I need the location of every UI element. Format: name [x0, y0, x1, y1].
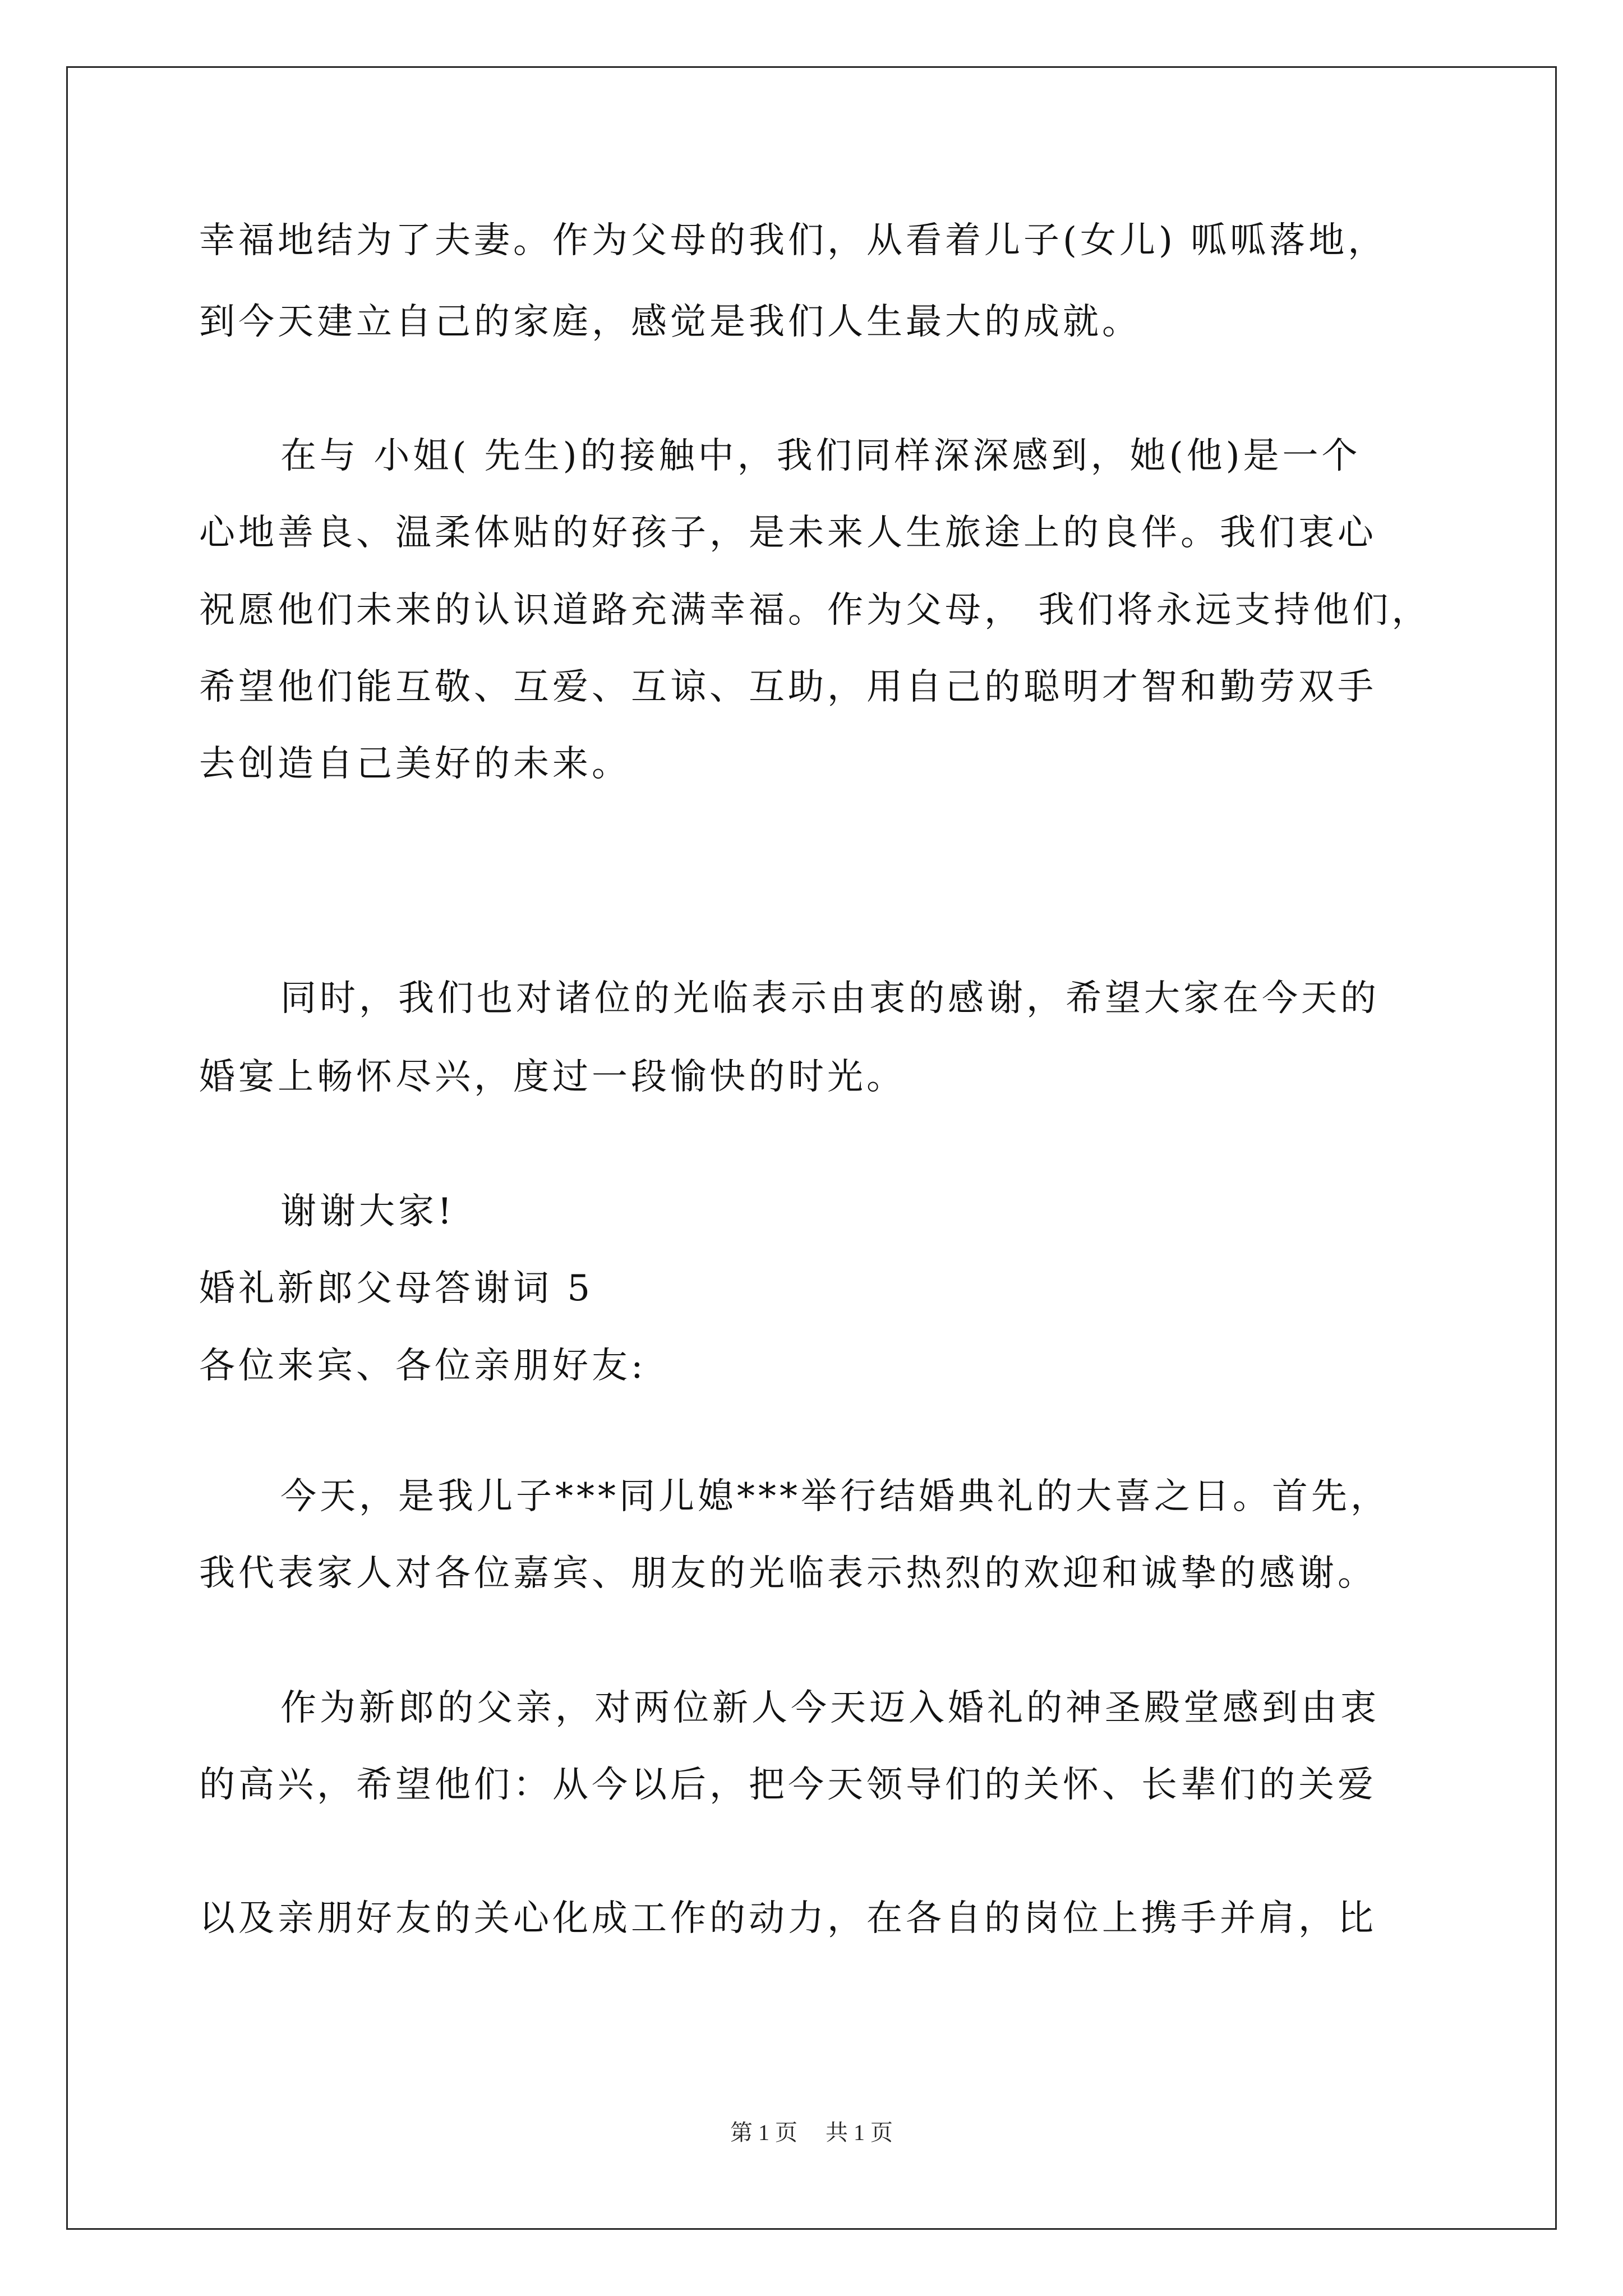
salutation-line: 各位来宾、各位亲朋好友:	[199, 1345, 647, 1387]
text-line: 心地善良、温柔体贴的好孩子，是未来人生旅途上的良伴。我们衷心	[199, 512, 1377, 554]
page-total: 共 1 页	[826, 2120, 893, 2145]
paragraph-start-line: 今天，是我儿子***同儿媳***举行结婚典礼的大喜之日。首先，	[280, 1476, 1390, 1517]
text-line: 我代表家人对各位嘉宾、朋友的光临表示热烈的欢迎和诚挚的感谢。	[199, 1553, 1377, 1594]
closing-line: 谢谢大家!	[280, 1191, 455, 1232]
text-line: 去创造自己美好的未来。	[199, 743, 631, 785]
page-number: 第 1 页	[730, 2120, 797, 2145]
text-line: 幸福地结为了夫妻。作为父母的我们，从看着儿子(女儿) 呱呱落地，	[199, 220, 1387, 261]
text-line: 的高兴，希望他们：从今以后，把今天领导们的关怀、长辈们的关爱	[199, 1764, 1377, 1806]
paragraph-start-line: 作为新郎的父亲，对两位新人今天迈入婚礼的神圣殿堂感到由衷	[280, 1687, 1380, 1729]
text-line: 到今天建立自己的家庭，感觉是我们人生最大的成就。	[199, 301, 1141, 343]
paragraph-start-line: 同时，我们也对诸位的光临表示由衷的感谢，希望大家在今天的	[280, 978, 1380, 1019]
paragraph-start-line: 在与 小姐( 先生)的接触中，我们同样深深感到，她(他)是一个	[280, 435, 1361, 477]
text-line: 婚宴上畅怀尽兴，度过一段愉快的时光。	[199, 1056, 906, 1098]
section-title: 婚礼新郎父母答谢词 5	[199, 1268, 594, 1309]
text-line: 祝愿他们未来的认识道路充满幸福。作为父母， 我们将永远支持他们，	[199, 590, 1431, 631]
text-line: 以及亲朋好友的关心化成工作的动力，在各自的岗位上携手并肩，比	[199, 1898, 1377, 1939]
page-footer	[0, 2119, 1623, 2147]
text-line: 希望他们能互敬、互爱、互谅、互助，用自己的聪明才智和勤劳双手	[199, 666, 1377, 708]
